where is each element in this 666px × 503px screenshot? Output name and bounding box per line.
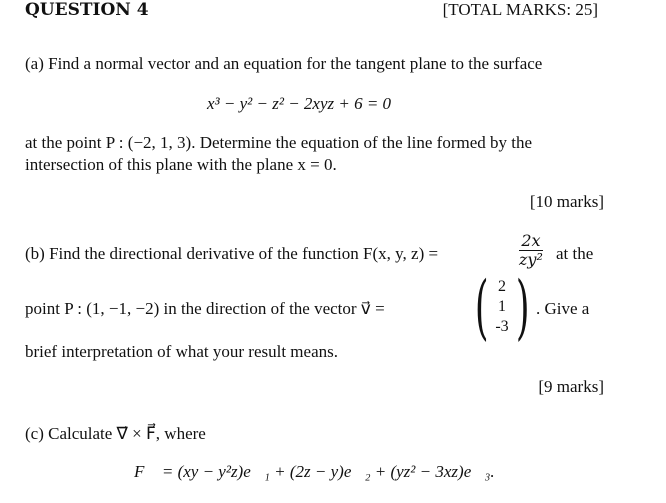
vector-entries [495,277,508,337]
part-a-line2: intersection of this plane with the plane x = 0. [25,155,337,174]
column-vector [468,266,536,348]
part-a-equation: x³ − y² − z² − 2xyz + 6 = 0 [207,94,392,113]
total-marks: [TOTAL MARKS: 25] [442,0,598,19]
part-c-prompt: (c) Calculate ∇⃗ × F⃗, where [25,424,206,443]
vector-entry-1: 2 [497,278,506,295]
part-b-line3: brief interpretation of what your result means. [25,342,338,361]
vector-entry-2: 1 [497,298,506,315]
part-b-marks: [9 marks] [538,377,604,396]
part-a-prompt: (a) Find a normal vector and an equation for the tangent plane to the surface [25,54,543,73]
vector-entry-3: -3 [495,318,509,335]
right-paren: ) [515,266,530,348]
fraction-denominator: zy² [519,250,543,269]
question-title: QUESTION 4 [25,0,149,20]
part-a-line1: at the point P : (−2, 1, 3). Determine the equation of the line formed by the [25,133,533,152]
part-b-fraction [519,232,543,269]
part-c-equation: F⃗ = (xy − y²z)e⃗₁ + (2z − y)e⃗₂ + (yz² − 3xz)e⃗₃. [134,462,495,481]
part-b-line2-start: point P : (1, −1, −2) in the direction of the vector v⃗ = [25,299,385,318]
part-b-prompt-end: at the [556,244,594,263]
part-b-prompt-start: (b) Find the directional derivative of the function F(x, y, z) = [25,244,439,263]
part-a-marks: [10 marks] [529,192,604,211]
fraction-numerator: 2x [521,231,541,250]
left-paren: ( [474,266,489,348]
part-b-line2-end: . Give a [536,299,590,318]
